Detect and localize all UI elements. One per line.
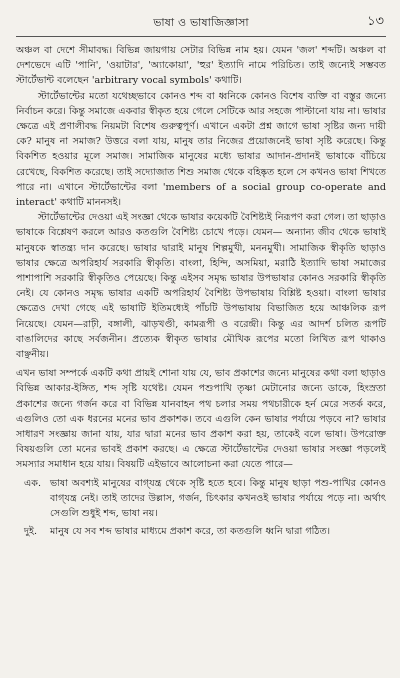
list-marker: দুই. xyxy=(24,526,38,538)
running-header xyxy=(16,10,386,37)
list-item xyxy=(16,524,386,539)
paragraph-continuation: অঞ্চল বা দেশে সীমাবদ্ধ। বিভিন্ন জায়গায় সেটার বিভিন্ন নাম হয়। যেমন 'জল' শব্দটি। অঞ্চল বা দেশভেদে এটি 'পানি', 'ওয়াটার', 'অ্যাকোয়া', 'হুর' ইত্যাদি নামে পরিচিত। তাই জন্যেই সম্ভবত স্টার্টেভান্ট বলেছেন 'arbitrary vocal symbols' কথাটি। xyxy=(16,45,386,87)
paragraph: স্টার্টেভান্টের দেওয়া এই সংজ্ঞা থেকে ভাষার কয়েকটি বৈশিষ্ট্যই নিরূপণ করা গেল। তা ছাড়াও ভাষাকে বিশ্লেষণ করলে আরও কতগুলি বৈশিষ্ট্য চোখে পড়ে। যেমন— অন্যান্য জীব থেকে ভাষাই মানুষকে স্বাতন্ত্র্য দান করেছে। ভাষার দ্বারাই মানুষ শিল্পমুখী, মননমুখী। সামাজিক স্বীকৃতি ছাড়াও ভাষার ক্ষেত্রে অপরিহার্য সরকারি স্বীকৃতি। বাংলা, হিন্দি, অসমিয়া, মরাঠি ইত্যাদি ভাষা সমাজের পাশাপাশি সরকারি স্বীকৃতিও পেয়েছে। কিন্তু এইসব সমৃদ্ধ ভাষার উপভাষার কোনও সরকারি স্বীকৃতি নেই। যে কোনও সমৃদ্ধ ভাষার একটি অপরিহার্য বৈশিষ্ট্য উপভাষায় বিশ্লিষ্ট হওয়া। বাংলা ভাষার ক্ষেত্রেও দেখা গেছে এই ভাষাটি ইতিমধ্যেই পাঁচটি উপভাষায় বিভাজিত হয়ে আঞ্চলিক রূপ নিয়েছে। যেমন—রাঢ়ী, বঙ্গালী, ঝাড়খণ্ডী, কামরূপী ও বরেন্দ্রী। কিন্তু এর আদর্শ চলিত রূপটি বাঙালিদের কাছে সর্বজনীন। প্রত্যেক স্বীকৃত ভাষার মৌখিক রূপের মতো লিখিত রূপ থাকাও বাঞ্ছনীয়। xyxy=(16,212,386,361)
body-text xyxy=(16,43,386,540)
list-item-text: মানুষ যে সব শব্দ ভাষার মাধ্যমে প্রকাশ করে, তা কতগুলি ধ্বনি দ্বারা গঠিত। xyxy=(50,526,331,538)
page-number: ১৩ xyxy=(367,14,384,29)
list-item xyxy=(16,476,386,522)
running-title: ভাষা ও ভাষাজিজ্ঞাসা xyxy=(153,16,249,29)
list-marker: এক. xyxy=(24,477,42,489)
paragraph: এখন ভাষা সম্পর্কে একটি কথা প্রায়ই শোনা যায় যে, ভাব প্রকাশের জন্যে মানুষের কথা বলা ছাড়াও বিভিন্ন আকার-ইঙ্গিত, শব্দ সৃষ্টি যথেষ্ট। যেমন পশুপাখি তৃষ্ণা মেটানোর জন্যে ডাকে, হিংস্রতা প্রকাশের জন্যে গর্জন করে বা বিভিন্ন যানবাহন পথ চলার সময় পথচারীকে হর্ন মেরে সতর্ক করে, এগুলিও তো এক ধরনের মনের ভাব প্রকাশক। তবে এগুলি কেন ভাষার পর্যায়ে পড়বে না? ভাষার সাধারণ সংজ্ঞায় জানা যায়, যার দ্বারা মনের ভাব প্রকাশ করা হয়, তাকেই বলে ভাষা। উপরোক্ত বিষয়গুলি তো মনের ভাবই প্রকাশ করছে। এ ক্ষেত্রে স্টার্টেভান্টের দেওয়া ভাষার সংজ্ঞা পড়লেই সমস্যার সমাধান হয়ে যায়। বিষয়টি এইভাবে আলোচনা করা যেতে পারে— xyxy=(16,368,386,471)
list-item-text: ভাষা অবশ্যই মানুষের বাগ্‌যন্ত্র থেকে সৃষ্টি হতে হবে। কিন্তু মানুষ ছাড়া পশু-পাখির কোনও বাগ্‌যন্ত্র নেই। তাই তাদের উল্লাস, গর্জন, চিৎকার কখনওই ভাষার পর্যায়ে পড়ে না। অর্থাৎ সেগুলি শুধুই শব্দ, ভাষা নয়। xyxy=(50,477,386,520)
paragraph: স্টার্টেভান্টের মতো যথেচ্ছভাবে কোনও শব্দ বা ধ্বনিকে কোনও বিশেষ ব্যক্তি বা বস্তুর জন্যে নির্বাচন করে। কিন্তু সমাজে একবার স্বীকৃত হয়ে গেলে সেটিকে আর সহজে পাল্টানো যায় না। ভাষার ক্ষেত্রে এই প্রণালীবদ্ধ নিয়মটা বিশেষ গুরুত্বপূর্ণ। এখানে একটা প্রশ্ন জাগে ভাষা সৃষ্টির জন্য দায়ী কে? মানুষ না সমাজ? উত্তরে বলা যায়, মানুষ তার নিজের প্রয়োজনেই ভাষা সৃষ্টি করেছে। কিন্তু বিকশিত হওয়ার মূলে সমাজ। সামাজিক মানুষের মধ্যে ভাষার আদান-প্রদানই ভাষাকে বাঁচিয়ে রেখেছে, বিকশিত করেছে। তাই সদ্যোজাত শিশু সমাজ থেকে বহিষ্কৃত হলে সে কখনও ভাষা শিখতে পারে না। এখানে স্টার্টেভান্টের বলা 'members of a social group co-operate and interact' কথাটি মাননসই। xyxy=(16,90,386,209)
